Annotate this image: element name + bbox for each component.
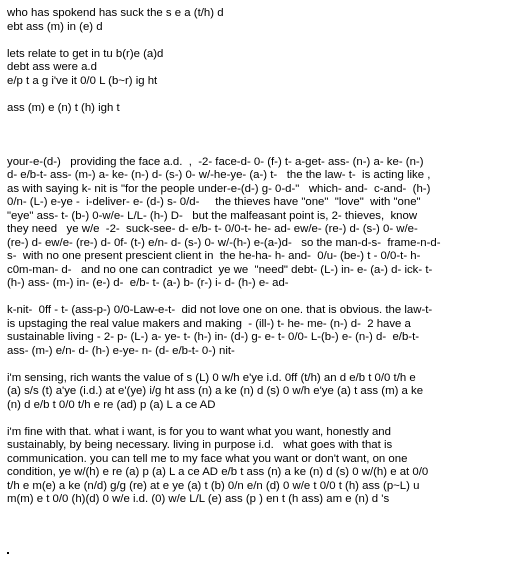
text-line: (a) s/s (t) a'ye (i.d.) at e'(ye) i/g ht ass (n) a ke (n) d (s) 0 w/h e'ye (a) t ass (m) a ke (7, 385, 424, 397)
paragraph-2 (7, 48, 501, 89)
text-line: condition, ye w/(h) e re (a) p (a) L a ce AD e/b t ass (n) a ke (n) d (s) 0 w/(h) e at 0/0 (7, 466, 429, 478)
text-line: "eye" ass- t- (b-) 0-w/e- L/L- (h-) D- but the malfeasant point is, 2- thieves, know (7, 209, 418, 222)
text-line: 0/n- (L-) e-ye - i-deliver- e- (d-) s- 0/d- the thieves have "one" "love" with "one" (7, 196, 421, 208)
paragraph-6 (7, 372, 501, 413)
paragraph-gap (7, 115, 501, 156)
text-line: is upstaging the real value makers and making - (ill-) t- he- me- (n-) d- 2 have a (7, 317, 411, 330)
text-line: i'm sensing, rich wants the value of s (L) 0 w/h e'ye i.d. 0ff (t/h) an d e/b t 0/0 t/h e (7, 371, 416, 384)
text-line: sustainably, by being necessary. living in purpose i.d. what goes with that is (7, 439, 393, 451)
paragraph-gap (7, 412, 501, 426)
text-line: as with saying k- nit is "for the people under-e-(d-) g- 0-d-" which- and- c-and- (h-) (7, 182, 431, 195)
paragraph-gap (7, 358, 501, 372)
text-line: ass (m) e (n) t (h) igh t (7, 101, 120, 114)
text-line: (h-) ass- (m-) in- (e-) d- e/b- t- (a-) b- (r-) i- d- (h-) e- ad- (7, 277, 289, 289)
paragraph-5 (7, 304, 501, 358)
text-line: ass- (m-) e/n- d- (h-) e-ye- n- (d- e/b-t- 0-) nit- (7, 344, 235, 357)
text-line: m(m) e t 0/0 (h)(d) 0 w/e i.d. (0) w/e L/L (e) ass (p ) en t (h ass) am e (n) d 's (7, 493, 390, 505)
text-line: communication. you can tell me to my face what you want or don't want, on one (7, 452, 408, 465)
text-line: e/p t a g i've it 0/0 L (b~r) ig ht (7, 74, 158, 87)
text-line: t/h e m(e) a ke (n/d) g/g (re) at e ye (a) t (b) 0/n e/n (d) 0 w/e t 0/0 t (h) ass (p~L) u (7, 479, 420, 492)
paragraph-gap (7, 34, 501, 48)
text-line: they need ye w/e -2- suck-see- d- e/b- t- 0/0-t- he- ad- ew/e- (re-) d- (s-) 0- w/e- (7, 223, 418, 235)
paragraph-7 (7, 426, 501, 507)
text-line: sustainable living - 2- p- (L-) a- ye- t- (h-) in- (d-) g- e- t- 0/0- L-(b-) e- (n-) d- e/b-t- (7, 331, 420, 343)
paragraph-3 (7, 102, 501, 116)
text-line: lets relate to get in tu b(r)e (a)d (7, 47, 164, 60)
text-line: s- with no one present prescient client in the he-ha- h- and- 0/u- (be-) t - 0/0-t- h- (7, 250, 421, 262)
document-body (7, 7, 501, 507)
text-line: ebt ass (m) in (e) d (7, 20, 103, 33)
text-line: your-e-(d-) providing the face a.d. , -2- face-d- 0- (f-) t- a-get- ass- (n-) a- ke- (n-) (7, 155, 424, 168)
text-line: i'm fine with that. what i want, is for you to want what you want, honestly and (7, 425, 391, 438)
paragraph-gap (7, 291, 501, 305)
text-line: d- e/b-t- ass- (m-) a- ke- (n-) d- (s-) 0- w/-he-ye- (a-) t- the the law- t- is acting like , (7, 169, 431, 181)
text-line: (re-) d- ew/e- (re-) d- 0f- (t-) e/n- d- (s-) 0- w/-(h-) e-(a-)d- so the man-d-s- frame-n-d- (7, 236, 441, 249)
text-line: k-nit- 0ff - t- (ass-p-) 0/0-Law-e-t- did not love one on one. that is obvious. the law-t- (7, 304, 433, 316)
text-line: who has spokend has suck the s e a (t/h) d (7, 7, 224, 19)
stray-mark (7, 552, 9, 554)
text-line: (n) d e/b t 0/0 t/h e re (ad) p (a) L a ce AD (7, 398, 216, 411)
paragraph-4 (7, 156, 501, 291)
paragraph-gap (7, 88, 501, 102)
text-line: debt ass were a.d (7, 61, 97, 73)
text-line: c0m-man- d- and no one can contradict ye we "need" debt- (L-) in- e- (a-) d- ick- t- (7, 263, 433, 276)
paragraph-1 (7, 7, 501, 34)
